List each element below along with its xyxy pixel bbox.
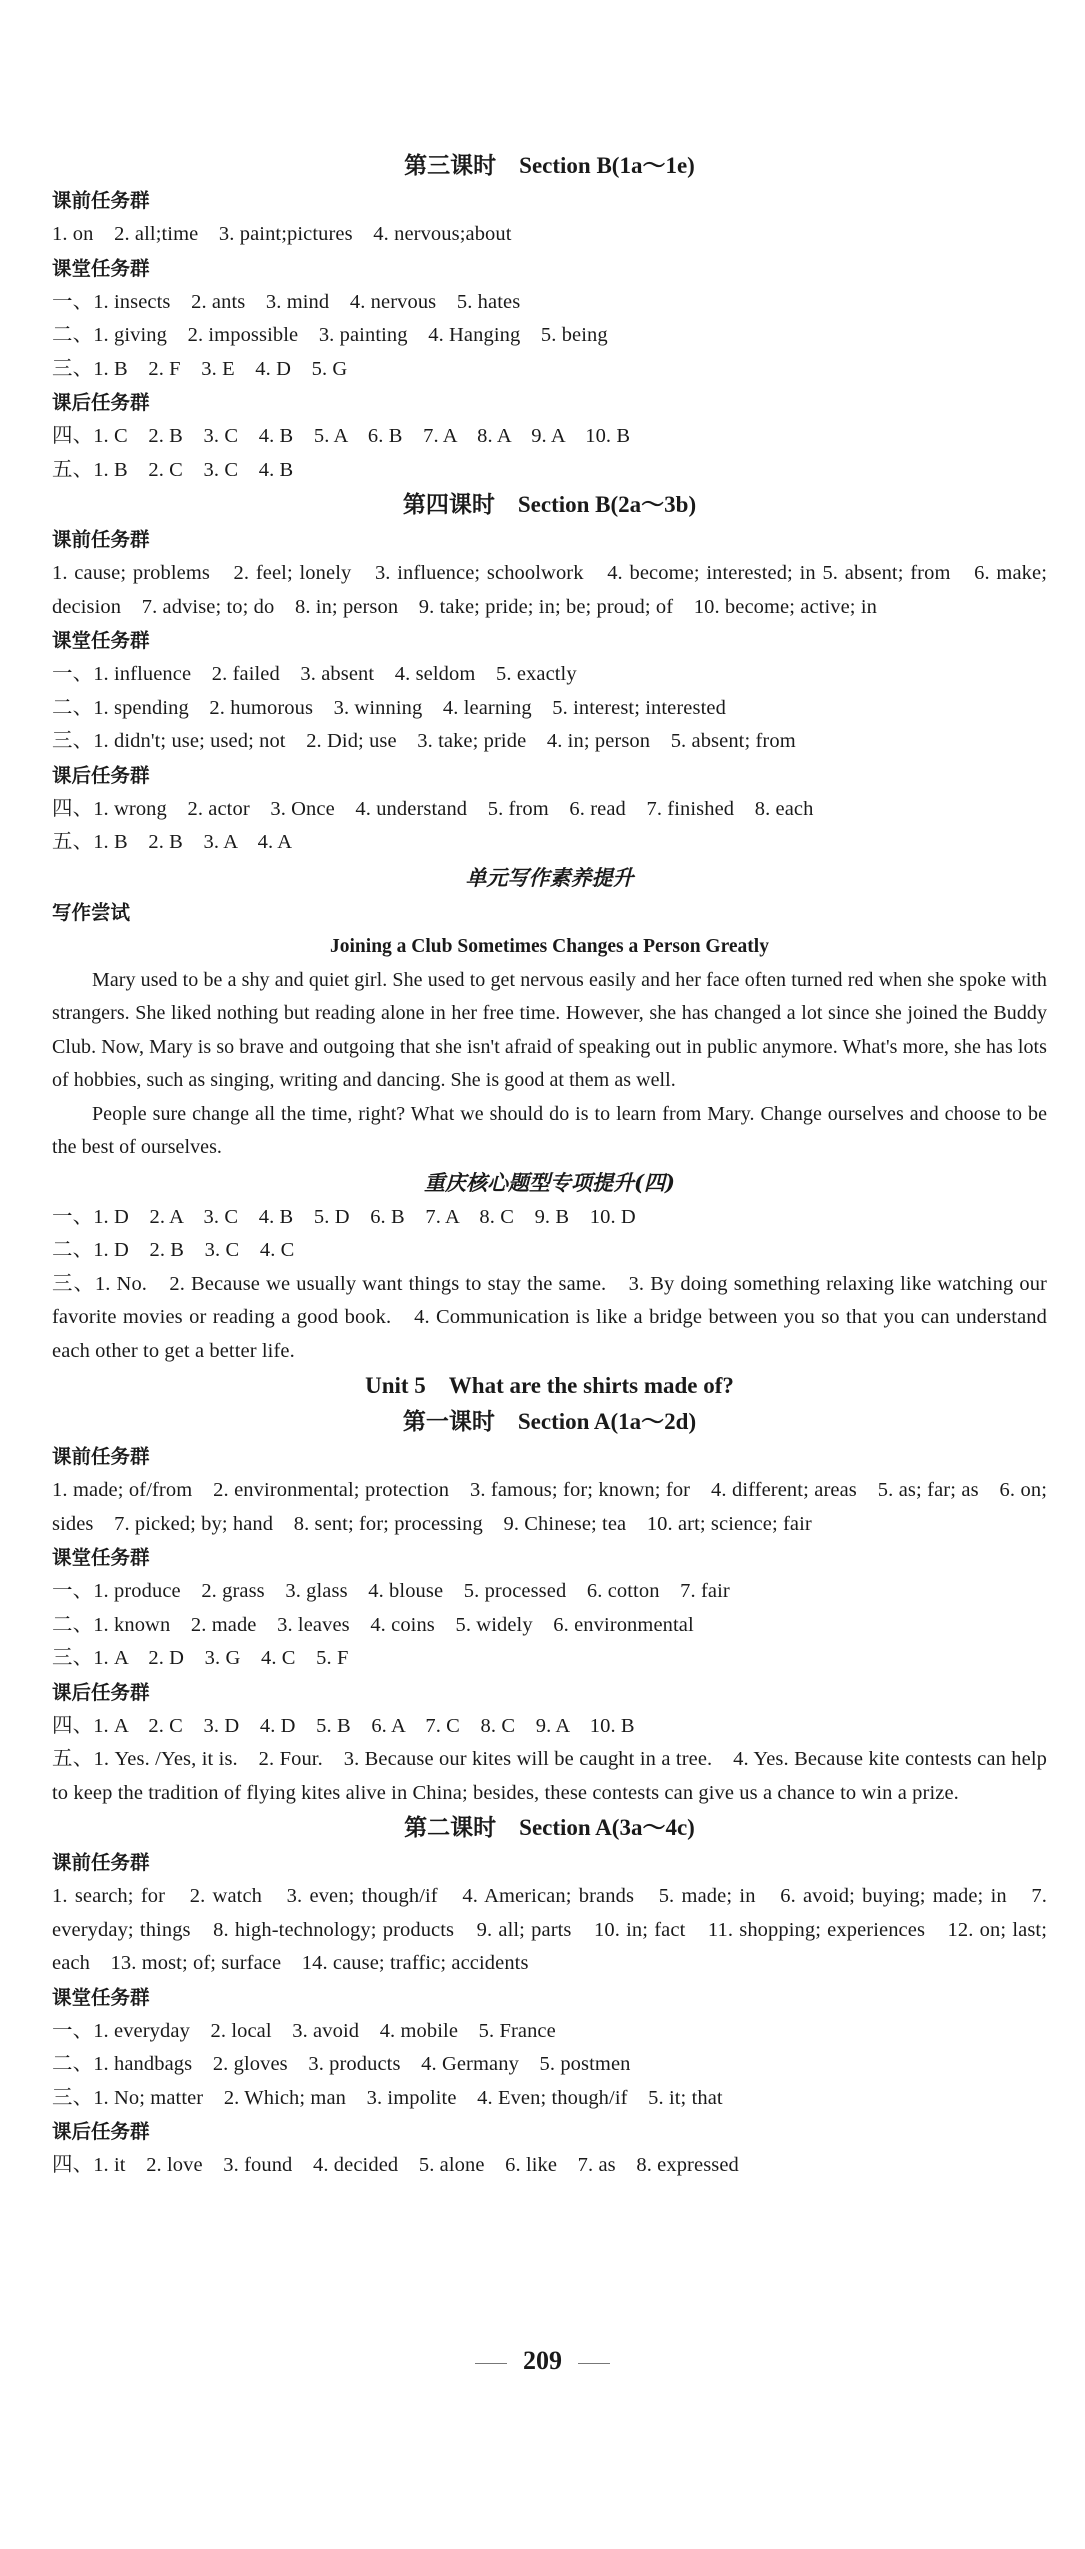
answer-block: 三、1. No. 2. Because we usually want things to stay the same. 3. By doing something relaxing like watching our favorite movies or reading a good book. 4. Communication is like a bridge between you so that you can understand each other to get a better life. (52, 1272, 1047, 1362)
task-group-header: 课前任务群 (52, 528, 150, 551)
page-number-left-rule (475, 2363, 507, 2364)
task-group-header: 课后任务群 (52, 2120, 150, 2143)
answer-block: 1. cause; problems 2. feel; lonely 3. influence; schoolwork 4. become; interested; in 5. absent; from 6. make; decision 7. advise; to; do 8. in; person 9. take; pride; in; be; proud; of 10. become; active; in (52, 562, 1047, 618)
answer-line: 二、1. giving 2. impossible 3. painting 4. Hanging 5. being (52, 324, 608, 346)
essay-paragraph: Mary used to be a shy and quiet girl. She used to get nervous easily and her face often turned red when she spoke with strangers. She liked nothing but reading alone in her free time. However, she has changed a lot since she joined the Buddy Club. Now, Mary is so brave and outgoing that she isn't afraid of speaking out in public anymore. What's more, she has lots of hobbies, such as singing, writing and dancing. She is good at them as well. (52, 968, 1047, 1091)
task-group-header: 写作尝试 (52, 900, 131, 924)
task-group-header: 课后任务群 (52, 763, 150, 787)
answer-line: 一、1. D 2. A 3. C 4. B 5. D 6. B 7. A 8. C 9. B 10. D (52, 1205, 636, 1228)
task-group-header: 课前任务群 (52, 189, 150, 212)
essay-title: Joining a Club Sometimes Changes a Person Greatly (330, 935, 769, 957)
page-number-right-rule (578, 2363, 610, 2364)
answer-line: 一、1. influence 2. failed 3. absent 4. seldom 5. exactly (52, 663, 577, 685)
task-group-header: 课堂任务群 (52, 1985, 150, 2009)
page-number-text: 209 (523, 2346, 562, 2375)
answer-line: 三、1. No; matter 2. Which; man 3. impolite 4. Even; though/if 5. it; that (52, 2086, 723, 2109)
page-number (0, 2346, 1085, 2376)
answer-line: 二、1. spending 2. humorous 3. winning 4. learning 5. interest; interested (52, 696, 726, 719)
section-title: Unit 5 What are the shirts made of? (365, 1373, 734, 1398)
answer-block: 1. search; for 2. watch 3. even; though/if 4. American; brands 5. made; in 6. avoid; buying; made; in 7. everyday; things 8. high-technology; products 9. all; parts 10. in; fact 11. shopping; experiences 12. on; last; each 13. most; of; surface 14. cause; traffic; accidents (52, 1885, 1047, 1974)
answer-line: 三、1. B 2. F 3. E 4. D 5. G (52, 357, 348, 380)
answer-line: 一、1. insects 2. ants 3. mind 4. nervous 5. hates (52, 290, 521, 313)
answer-line: 三、1. A 2. D 3. G 4. C 5. F (52, 1647, 349, 1669)
answer-block: 五、1. Yes. /Yes, it is. 2. Four. 3. Because our kites will be caught in a tree. 4. Yes. Because kite contests can help to keep the tradition of flying kites alive in China; besides, these contests can give us a chance to win a prize. (52, 1748, 1047, 1804)
answer-line: 1. on 2. all;time 3. paint;pictures 4. nervous;about (52, 223, 512, 245)
task-group-header: 课堂任务群 (52, 629, 150, 652)
answer-line: 四、1. A 2. C 3. D 4. D 5. B 6. A 7. C 8. C 9. A 10. B (52, 1714, 635, 1737)
essay-paragraph: People sure change all the time, right? What we should do is to learn from Mary. Change ourselves and choose to be the best of ourselves. (52, 1102, 1047, 1158)
task-group-header: 课堂任务群 (52, 256, 150, 280)
answer-line: 二、1. handbags 2. gloves 3. products 4. Germany 5. postmen (52, 2053, 631, 2075)
answer-line: 四、1. C 2. B 3. C 4. B 5. A 6. B 7. A 8. A 9. A 10. B (52, 425, 631, 447)
task-group-header: 课后任务群 (52, 391, 150, 414)
task-group-header: 课前任务群 (52, 1851, 150, 1874)
answer-line: 四、1. it 2. love 3. found 4. decided 5. alone 6. like 7. as 8. expressed (52, 2154, 739, 2176)
answer-line: 三、1. didn't; use; used; not 2. Did; use 3. take; pride 4. in; person 5. absent; from (52, 730, 796, 752)
answer-line: 五、1. B 2. B 3. A 4. A (52, 831, 293, 853)
section-title: 单元写作素养提升 (465, 864, 634, 890)
answer-line: 一、1. everyday 2. local 3. avoid 4. mobile 5. France (52, 2019, 556, 2042)
section-title: 第三课时 Section B(1a～1e) (404, 153, 695, 178)
answer-line: 四、1. wrong 2. actor 3. Once 4. understand 5. from 6. read 7. finished 8. each (52, 797, 814, 820)
task-group-header: 课堂任务群 (52, 1546, 150, 1569)
answer-line: 二、1. known 2. made 3. leaves 4. coins 5. widely 6. environmental (52, 1613, 694, 1636)
section-title: 重庆核心题型专项提升(四) (424, 1169, 675, 1195)
section-title: 第二课时 Section A(3a～4c) (404, 1815, 695, 1840)
answer-line: 一、1. produce 2. grass 3. glass 4. blouse 5. processed 6. cotton 7. fair (52, 1580, 730, 1602)
task-group-header: 课前任务群 (52, 1445, 150, 1468)
section-title: 第一课时 Section A(1a～2d) (402, 1409, 697, 1434)
answer-key-page (52, 148, 1047, 2183)
task-group-header: 课后任务群 (52, 1680, 150, 1704)
answer-block: 1. made; of/from 2. environmental; protection 3. famous; for; known; for 4. different; areas 5. as; far; as 6. on; sides 7. picked; by; hand 8. sent; for; processing 9. Chinese; tea 10. art; science; fair (52, 1479, 1047, 1535)
answer-line: 二、1. D 2. B 3. C 4. C (52, 1239, 295, 1261)
section-title: 第四课时 Section B(2a～3b) (402, 492, 697, 517)
answer-line: 五、1. B 2. C 3. C 4. B (52, 458, 294, 481)
